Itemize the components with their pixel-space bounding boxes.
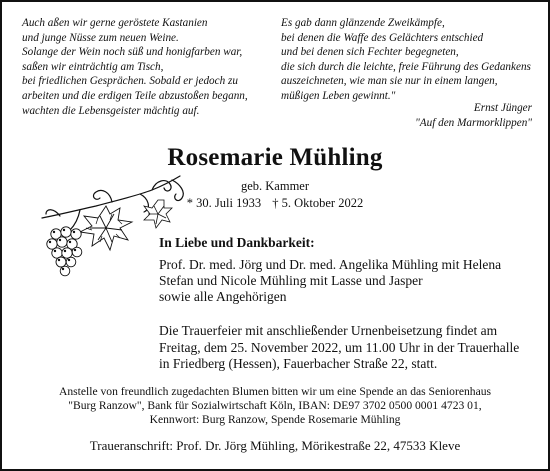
quote-line: und bei denen sich Fechter begegneten, — [281, 46, 459, 59]
quote-line: bei denen die Waffe des Gelächters entschied — [281, 31, 484, 44]
mourner-line: Stefan und Nicole Mühling mit Lasse und Jasper — [159, 273, 423, 289]
deceased-name: Rosemarie Mühling — [167, 144, 383, 171]
quote-attribution — [415, 101, 532, 130]
quote-line: und junge Nüsse zum neuen Weine. — [22, 31, 179, 44]
service-line: in Friedberg (Hessen), Fauerbacher Straße 22, statt. — [159, 356, 438, 372]
quote-author: Ernst Jünger — [473, 102, 532, 114]
mourning-address: Traueranschrift: Prof. Dr. Jörg Mühling, Mörikestraße 22, 47533 Kleve — [89, 438, 461, 453]
mourner-line: Prof. Dr. med. Jörg und Dr. med. Angelika Mühling mit Helena — [159, 257, 502, 272]
quote-line: Solange der Wein noch süß und honigfarben war, — [22, 46, 243, 59]
mourners-list — [159, 257, 501, 306]
donation-line: Anstelle von freundlich zugedachten Blumen bitten wir um eine Spende an das Seniorenhaus — [58, 385, 492, 398]
quote-left — [22, 16, 272, 118]
quote-line: saßen wir einträchtig am Tisch, — [22, 60, 164, 73]
thanks-heading: In Liebe und Dankbarkeit: — [159, 235, 315, 250]
funeral-service-notice — [159, 323, 519, 373]
quote-line: müßigen Leben gewinnt." — [281, 89, 396, 102]
quote-line: bei friedlichen Gesprächen. Sobald er jedoch zu — [22, 75, 238, 88]
service-line: Die Trauerfeier mit anschließender Urnenbeisetzung findet am — [159, 323, 498, 338]
quote-line: wachten die Lebensgeister mächtig auf. — [22, 104, 200, 117]
quote-right — [281, 16, 537, 104]
quote-source: "Auf den Marmorklippen" — [415, 116, 532, 129]
donation-line: "Burg Ranzow", Bank für Sozialwirtschaft Köln, IBAN: DE97 3702 0500 0001 4723 01, — [68, 399, 482, 413]
mourner-line: sowie alle Angehörigen — [159, 289, 287, 305]
donation-line: Kennwort: Burg Ranzow, Spende Rosemarie Mühling — [149, 413, 401, 427]
quote-line: auszeichneten, wie man sie nur in einem langen, — [281, 75, 498, 88]
quote-line: Es gab dann glänzende Zweikämpfe, — [281, 17, 445, 29]
service-line: Freitag, dem 25. November 2022, um 11.00 Uhr in der Trauerhalle — [159, 339, 520, 355]
birth-name: geb. Kammer — [240, 179, 310, 193]
birth-date: * 30. Juli 1933 — [186, 196, 262, 210]
quote-line: die sich durch die leichte, freie Führung des Gedankens — [281, 60, 531, 73]
quote-line: Auch aßen wir gerne geröstete Kastanien — [22, 17, 208, 29]
donation-request — [2, 385, 548, 428]
death-date: † 5. Oktober 2022 — [272, 196, 364, 210]
quote-line: arbeiten und die erdigen Teile abzustoßen begann, — [22, 89, 248, 102]
